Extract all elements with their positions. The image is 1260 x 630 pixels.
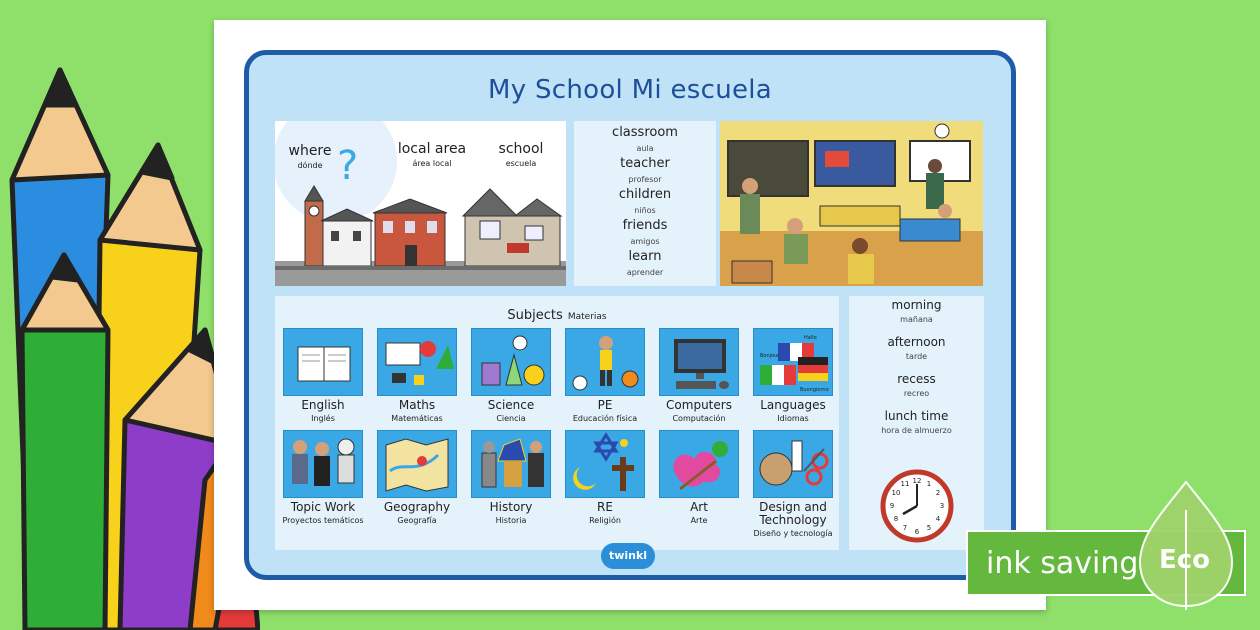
subject-tile (753, 328, 833, 396)
flag-greeting: Hallo (804, 335, 817, 341)
religious-symbols-icon (566, 431, 646, 499)
eco-badge: Eco (1159, 545, 1211, 575)
vocab-translation: niños (634, 206, 656, 215)
svg-text:7: 7 (902, 524, 908, 532)
scissors-icon (754, 431, 834, 499)
subject-label (367, 501, 467, 526)
book-icon (284, 329, 364, 397)
subject-translation: Inglés (311, 414, 335, 423)
vocab-word: classroom (612, 125, 678, 140)
maths-shapes-icon (378, 329, 458, 397)
question-mark-icon: ? (337, 143, 359, 189)
times-panel (849, 296, 984, 550)
svg-text:8: 8 (893, 515, 899, 523)
time-word: afternoon (887, 335, 946, 349)
place-local-area: local area área local (397, 141, 467, 168)
vocab-word: friends (622, 218, 668, 233)
subject-name: English (301, 398, 345, 412)
time-word: morning (891, 298, 942, 312)
classroom-illustration (720, 121, 983, 286)
subject-translation: Computación (672, 414, 726, 423)
vocab-list (574, 125, 716, 280)
time-word: recess (897, 372, 936, 386)
time-translation: tarde (905, 352, 928, 361)
subject-translation: Educación física (572, 414, 638, 423)
subject-label (743, 399, 843, 424)
time-translation: mañana (900, 315, 933, 324)
subject-tile (659, 328, 739, 396)
flag-greeting: Buongiorno (800, 387, 829, 393)
subject-label (273, 501, 373, 526)
subject-translation: Historia (495, 516, 527, 525)
svg-text:4: 4 (935, 515, 941, 523)
svg-text:2: 2 (935, 489, 941, 497)
subject-tile (377, 328, 457, 396)
subject-translation: Proyectos temáticos (282, 516, 364, 525)
map-icon (378, 431, 458, 499)
times-list (849, 298, 984, 446)
subject-tile (753, 430, 833, 498)
subject-translation: Matemáticas (391, 414, 443, 423)
flask-icon (472, 329, 552, 397)
vocab-translation: aprender (626, 268, 664, 277)
subject-tile (283, 430, 363, 498)
subject-label (555, 399, 655, 424)
subject-name: Topic Work (290, 500, 356, 514)
subject-translation: Diseño y tecnología (753, 529, 833, 538)
time-translation: recreo (903, 389, 930, 398)
svg-text:11: 11 (900, 480, 910, 488)
subject-translation: Idiomas (777, 414, 809, 423)
svg-text:1: 1 (926, 480, 932, 488)
subject-name: PE (597, 398, 613, 412)
vocab-translation: aula (636, 144, 654, 153)
vocab-translation: amigos (630, 237, 660, 246)
people-icon (284, 431, 364, 499)
subject-name: Design and Technology (759, 500, 827, 527)
svg-text:3: 3 (939, 502, 945, 510)
subject-name: Art (690, 500, 708, 514)
time-word: lunch time (884, 409, 949, 423)
vocab-word: children (618, 187, 672, 202)
subjects-panel (275, 296, 839, 550)
sports-icon (566, 329, 646, 397)
flag-greeting: Bonjour (760, 353, 780, 359)
place-school: school escuela (498, 141, 544, 168)
svg-text:10: 10 (891, 489, 901, 497)
computer-icon (660, 329, 740, 397)
page-title: My School Mi escuela (487, 75, 773, 105)
subject-label (743, 501, 843, 539)
svg-text:9: 9 (889, 502, 895, 510)
svg-text:12: 12 (912, 477, 922, 485)
vocab-translation: profesor (628, 175, 662, 184)
svg-text:6: 6 (914, 528, 920, 536)
subject-translation: Geografía (397, 516, 437, 525)
subject-label (367, 399, 467, 424)
worksheet-page (214, 20, 1046, 610)
subject-name: Languages (760, 398, 826, 412)
subject-label (649, 501, 749, 526)
subject-name: Geography (383, 500, 451, 514)
subject-tile (659, 430, 739, 498)
subject-label (461, 399, 561, 424)
subject-name: Computers (666, 398, 732, 412)
ink-saving-text: ink saving (986, 546, 1139, 581)
subject-tile (565, 328, 645, 396)
subject-translation: Ciencia (496, 414, 526, 423)
twinkl-logo: twinkl (601, 543, 655, 569)
subject-name: History (489, 500, 533, 514)
subject-tile (471, 430, 551, 498)
pharaoh-icon (472, 431, 552, 499)
subject-tile (377, 430, 457, 498)
subject-tile (283, 328, 363, 396)
subject-name: Science (487, 398, 535, 412)
subject-translation: Religión (589, 516, 621, 525)
vocab-word: teacher (620, 156, 670, 171)
subject-tile (471, 328, 551, 396)
paint-splash-icon (660, 431, 740, 499)
subject-translation: Arte (690, 516, 708, 525)
subject-label (649, 399, 749, 424)
subjects-heading: Subjects Materias (507, 308, 607, 323)
subject-tile (565, 430, 645, 498)
vocab-panel (574, 121, 716, 286)
subject-label (461, 501, 561, 526)
time-translation: hora de almuerzo (881, 426, 952, 435)
subject-label (273, 399, 373, 424)
subject-name: Maths (398, 398, 436, 412)
svg-text:5: 5 (926, 524, 932, 532)
places-panel (275, 121, 566, 286)
place-where: where dónde (288, 143, 332, 170)
vocab-word: learn (628, 249, 662, 264)
clock-icon (879, 468, 955, 544)
subject-name: RE (597, 500, 613, 514)
subject-label (555, 501, 655, 526)
word-mat (244, 50, 1016, 580)
